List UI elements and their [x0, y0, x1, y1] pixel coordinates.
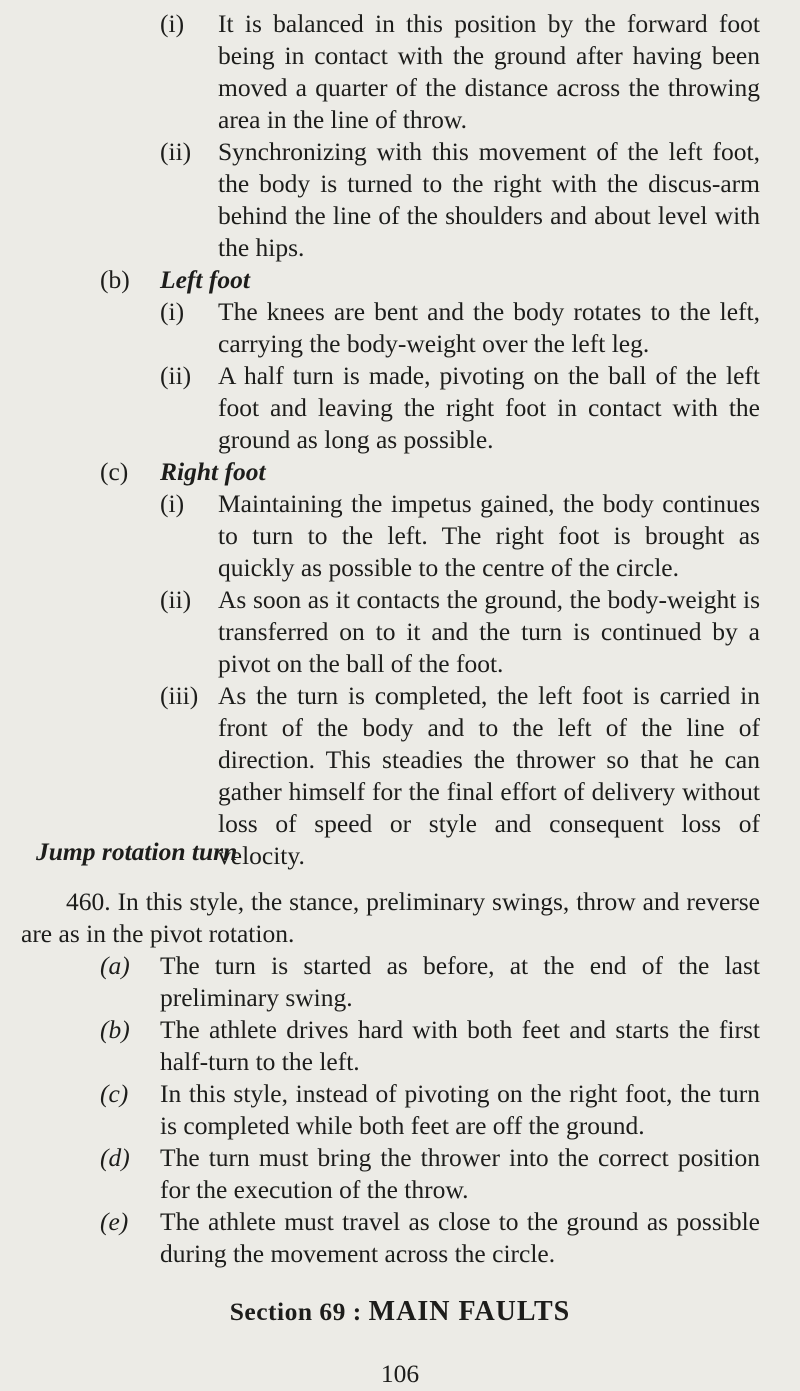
- item-text: Synchronizing with this movement of the left foot, the body is turned to the right with the discus-arm behind the line of the shoulders and about level with the hips.: [218, 137, 760, 262]
- item-label: (c): [100, 1079, 129, 1108]
- list-item: [0, 584, 760, 680]
- page-number: 106: [380, 1359, 420, 1388]
- item-label: (i): [160, 9, 185, 38]
- item-text: The athlete drives hard with both feet and starts the first half-turn to the left.: [160, 1015, 760, 1076]
- item-text: The turn is started as before, at the end of the last preliminary swing.: [160, 951, 760, 1012]
- section-title: [0, 1296, 800, 1328]
- item-label: (a): [100, 951, 130, 980]
- item-text: In this style, instead of pivoting on the right foot, the turn is completed while both feet are off the ground.: [160, 1079, 760, 1140]
- list-item: [0, 136, 760, 264]
- item-text: Maintaining the impetus gained, the body continues to turn to the left. The right foot is brought as quickly as possible to the centre of the circle.: [218, 489, 760, 582]
- item-label: (iii): [160, 681, 199, 710]
- list-item: [0, 296, 760, 360]
- list-item: [0, 1206, 760, 1270]
- paragraph-460: 460. In this style, the stance, preliminary swings, throw and reverse are as in the pivot rotation.: [21, 887, 760, 948]
- item-label: (b): [100, 1015, 130, 1044]
- item-label: (i): [160, 489, 185, 518]
- list-item: [0, 8, 760, 136]
- item-label: (d): [100, 1143, 130, 1172]
- list-item: [0, 1078, 760, 1142]
- item-text: The knees are bent and the body rotates to the left, carrying the body-weight over the left leg.: [218, 297, 760, 358]
- item-label: (e): [100, 1207, 129, 1236]
- subsection-title: Left foot: [160, 265, 250, 294]
- item-label: (i): [160, 297, 185, 326]
- item-label: (ii): [160, 137, 192, 166]
- jump-rotation-heading: Jump rotation turn: [36, 837, 238, 866]
- list-item: [0, 950, 760, 1014]
- subsection-label: (b): [100, 265, 130, 294]
- list-item: [0, 1014, 760, 1078]
- item-text: It is balanced in this position by the forward foot being in contact with the ground after having been moved a quarter of the distance across the throwing area in the line of throw.: [218, 9, 760, 134]
- item-text: A half turn is made, pivoting on the ball of the left foot and leaving the right foot in contact with the ground as long as possible.: [218, 361, 760, 454]
- list-item: [0, 488, 760, 584]
- subsection-title: Right foot: [160, 457, 266, 486]
- list-item: [0, 360, 760, 456]
- subsection-label: (c): [100, 457, 129, 486]
- item-text: The athlete must travel as close to the ground as possible during the movement across the circle.: [160, 1207, 760, 1268]
- list-item: [0, 1142, 760, 1206]
- item-text: As soon as it contacts the ground, the body-weight is transferred on to it and the turn is continued by a pivot on the ball of the foot.: [218, 585, 760, 678]
- item-text: As the turn is completed, the left foot is carried in front of the body and to the left of the line of direction. This steadies the thrower so that he can gather himself for the final effort of delivery without loss of speed or style and consequent loss of velocity.: [218, 681, 760, 870]
- item-text: The turn must bring the thrower into the correct position for the execution of the throw.: [160, 1143, 760, 1204]
- item-label: (ii): [160, 585, 192, 614]
- section-prefix: Section 69 :: [229, 1297, 362, 1326]
- section-name: MAIN FAULTS: [368, 1296, 571, 1327]
- item-label: (ii): [160, 361, 192, 390]
